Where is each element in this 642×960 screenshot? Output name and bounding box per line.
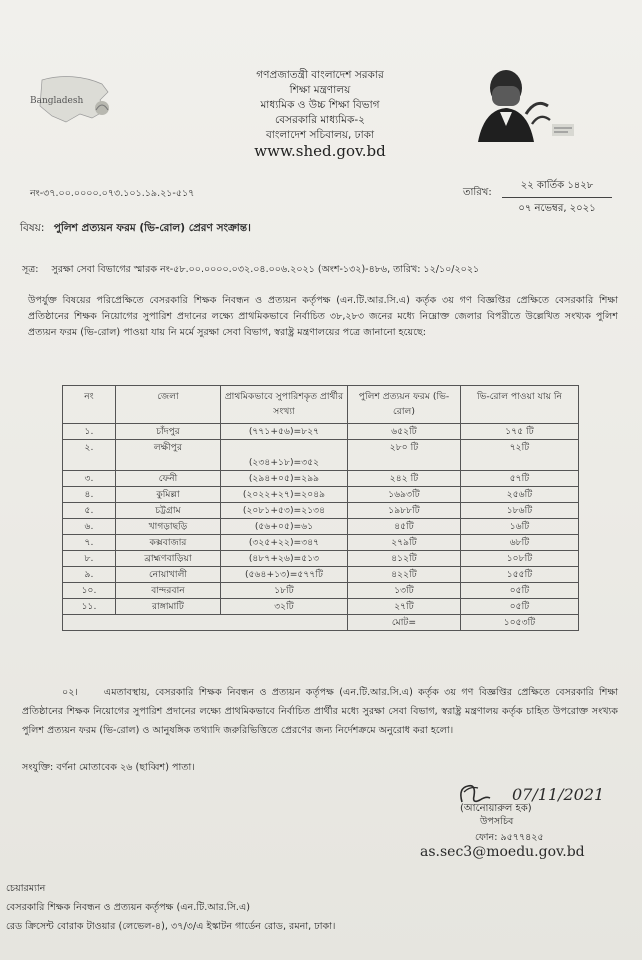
table-total-row [63,615,579,631]
reference-text: সুরক্ষা সেবা বিভাগের স্মারক নং-৫৮.০০.০০০০.০৩২.০৪.০০৬.২০২১ (অংশ-১৩২)-৪৮৬, তারিখ: ১২/১০/২০২১ [51,264,480,275]
date-block [502,178,612,218]
memo-number: নং-৩৭.০০.০০০০.০৭৩.১০১.১৯.২১-৫১৭ [30,188,195,199]
cell-count: (৭৭১+৫৬)=৮২৭ [221,424,348,440]
recipient-block [6,879,335,936]
cell-district: চাঁদপুর [116,424,221,440]
cell-district: কক্সবাজার [116,535,221,551]
col-header-recommended: প্রাথমিকভাবে সুপারিশকৃত প্রার্থীর সংখ্যা [221,386,348,424]
cell-vroll: ২৭৯টি [348,535,461,551]
paragraph-2-text: এমতাবস্থায়, বেসরকারি শিক্ষক নিবন্ধন ও প্রত্যয়ন কর্তৃপক্ষ (এন.টি.আর.সি.এ) কর্তৃক ৩য় গণ বিজ্ঞপ্তির প্রেক্ষিতে বেসরকারি শিক্ষা প্রতিষ্ঠানের শিক্ষক নিয়োগের সুপারিশ প্রদানের লক্ষ্যে প্রাথমিকভাবে নির্বাচিত প্রার্থীর মধ্যে সুরক্ষা সেবা বিভাগ, স্বরাষ্ট্র মন্ত্রণালয় কর্তৃক চাহিত উপরোক্ত সংখ্যক পুলিশ প্রত্যয়ন ফরম (ভি-রোল) ও আনুষঙ্গিক তথ্যাদি জরুরিভিত্তিতে প্রেরণের জন্য নির্দেশক্রমে অনুরোধ করা হলো। [22,687,618,736]
cell-vroll: ২৪২ টি [348,471,461,487]
cell-no: ৭. [63,535,116,551]
recipient-address: রেড ক্রিসেন্ট বোরাক টাওয়ার (লেভেল-৪), ৩৭/৩/এ ইস্কাটন গার্ডেন রোড, রমনা, ঢাকা। [6,921,336,932]
body-paragraph-2 [22,683,618,740]
ministry-line: শিক্ষা মন্ত্রণালয় [289,84,351,96]
cell-district: ফেনী [116,471,221,487]
recipient-org: বেসরকারি শিক্ষক নিবন্ধন ও প্রত্যয়ন কর্তৃপক্ষ (এন.টি.আর.সি.এ) [6,902,251,913]
signatory-name: (আনোয়ারুল হক) [460,803,532,814]
cell-no: ২. [63,440,116,471]
cell-district: চট্টগ্রাম [116,503,221,519]
cell-vroll: ২৮০ টি [348,440,461,471]
col-header-district: জেলা [116,386,221,424]
cell-count: (২৩৪+১৮)=৩৫২ [221,440,348,471]
cell-no: ৮. [63,551,116,567]
signatory-email: as.sec3@moedu.gov.bd [420,844,585,860]
cell-missing: ১০৮টি [461,551,579,567]
cell-no: ৯. [63,567,116,583]
govt-line: গণপ্রজাতন্ত্রী বাংলাদেশ সরকার [256,69,384,81]
mujib-borsho-logo [470,62,580,144]
cell-count: (২৯৪+০৫)=২৯৯ [221,471,348,487]
table-row [63,535,579,551]
cell-missing: ০৫টি [461,599,579,615]
cell-vroll: ১৬৯৩টি [348,487,461,503]
total-label: মোট= [348,615,461,631]
cell-vroll: ৪১২টি [348,551,461,567]
cell-district: বান্দরবান [116,583,221,599]
body-paragraph-1: উপর্যুক্ত বিষয়ের পরিপ্রেক্ষিতে বেসরকারি শিক্ষক নিবন্ধন ও প্রত্যয়ন কর্তৃপক্ষ (এন.টি.আর.সি.এ) কর্তৃক ৩য় গণ বিজ্ঞপ্তির প্রেক্ষিতে বেসরকারি শিক্ষা প্রতিষ্ঠানের শিক্ষক নিয়োগের সুপারিশ প্রদানের লক্ষ্যে প্রাথমিকভাবে নির্বাচিত ৩৮,২৮৩ জনের মধ্যে নিম্নোক্ত জেলার বিপরীতে উল্লেখিত সংখ্যক পুলিশ প্রত্যয়ন ফরম (ভি-রোল) পাওয়া যায় নি মর্মে সুরক্ষা সেবা বিভাগ, স্বরাষ্ট্র মন্ত্রণালয়ের পত্রে জানানো হয়েছে: [28,295,618,338]
cell-vroll: ৪২২টি [348,567,461,583]
letterhead [200,68,440,159]
date-bangla: ২২ কার্তিক ১৪২৮ [502,178,612,198]
subject-text: পুলিশ প্রত্যয়ন ফরম (ভি-রোল) প্রেরণ সংক্রান্ত। [53,222,251,234]
cell-no: ৬. [63,519,116,535]
division-line: মাধ্যমিক ও উচ্চ শিক্ষা বিভাগ [260,99,380,111]
subject-label: বিষয়: [20,222,45,234]
cell-no: ৫. [63,503,116,519]
cell-district: লক্ষীপুর [116,440,221,471]
cell-missing: ০৫টি [461,583,579,599]
cell-missing: ৫৭টি [461,471,579,487]
attachment-line: সংযুক্তি: বর্ণনা মোতাবেক ২৬ (ছাব্বিশ) পাতা। [22,762,195,773]
cell-count: (২০৮১+৫৩)=২১৩৪ [221,503,348,519]
cell-count: ৩২টি [221,599,348,615]
table-row [63,551,579,567]
date-english: ০৭ নভেম্বর, ২০২১ [518,203,596,214]
section-line: বেসরকারি মাধ্যমিক-২ [275,114,365,126]
signatory-designation: উপসচিব [480,816,514,827]
subject-line [20,221,251,238]
cell-missing: ১৫৫টি [461,567,579,583]
address-line: বাংলাদেশ সচিবালয়, ঢাকা [265,129,375,141]
table-row [63,567,579,583]
cell-no: ৩. [63,471,116,487]
cell-no: ১০. [63,583,116,599]
cell-count: (২০২২+২৭)=২০৪৯ [221,487,348,503]
cell-missing: ১৮৬টি [461,503,579,519]
cell-district: রাঙ্গামাটি [116,599,221,615]
cell-missing: ৭২টি [461,440,579,471]
date-label: তারিখ: [463,187,492,198]
cell-no: ১১. [63,599,116,615]
reference-label: সূত্র: [22,264,39,275]
col-header-missing: ভি-রোল পাওয়া যায় নি [461,386,579,424]
cell-missing: ৬৮টি [461,535,579,551]
website: www.shed.gov.bd [254,142,386,160]
table-row [63,519,579,535]
cell-vroll: ২৭টি [348,599,461,615]
cell-missing: ২৫৬টি [461,487,579,503]
table-row [63,424,579,440]
table-row [63,440,579,471]
table-row [63,599,579,615]
table-row [63,487,579,503]
handwritten-date: 07/11/2021 [512,785,605,804]
logo-label: Bangladesh [30,96,84,106]
signatory-phone: ফোন: ৯৫৭৭৪২৫ [475,832,544,843]
cell-vroll: ১৯৮৮টি [348,503,461,519]
cell-district: খাগড়াছড়ি [116,519,221,535]
table-row [63,503,579,519]
cell-vroll: ৪৫টি [348,519,461,535]
bangladesh-map-logo [22,70,122,130]
cell-count: (৫৬৪+১৩)=৫৭৭টি [221,567,348,583]
cell-count: ১৮টি [221,583,348,599]
col-header-vroll: পুলিশ প্রত্যয়ন ফরম (ভি-রোল) [348,386,461,424]
table-header-row [63,386,579,424]
paragraph-number: ০২। [62,687,78,698]
cell-count: (৫৬+০৫)=৬১ [221,519,348,535]
table-row [63,583,579,599]
cell-district: নোয়াখালী [116,567,221,583]
cell-no: ১. [63,424,116,440]
district-table [62,385,579,631]
cell-vroll: ১৩টি [348,583,461,599]
col-header-no: নং [63,386,116,424]
cell-district: কুমিল্লা [116,487,221,503]
cell-no: ৪. [63,487,116,503]
cell-vroll: ৬৫২টি [348,424,461,440]
total-value: ১০৫৩টি [461,615,579,631]
total-spacer [63,615,348,631]
reference-line [22,263,479,278]
recipient-title: চেয়ারম্যান [6,883,46,894]
cell-missing: ১৬টি [461,519,579,535]
portrait-emblem-icon [470,62,580,144]
cell-count: (৩২৫+২২)=৩৪৭ [221,535,348,551]
cell-missing: ১৭৫ টি [461,424,579,440]
table-row [63,471,579,487]
cell-count: (৪৮৭+২৬)=৫১৩ [221,551,348,567]
cell-district: ব্রাহ্মণবাড়িয়া [116,551,221,567]
